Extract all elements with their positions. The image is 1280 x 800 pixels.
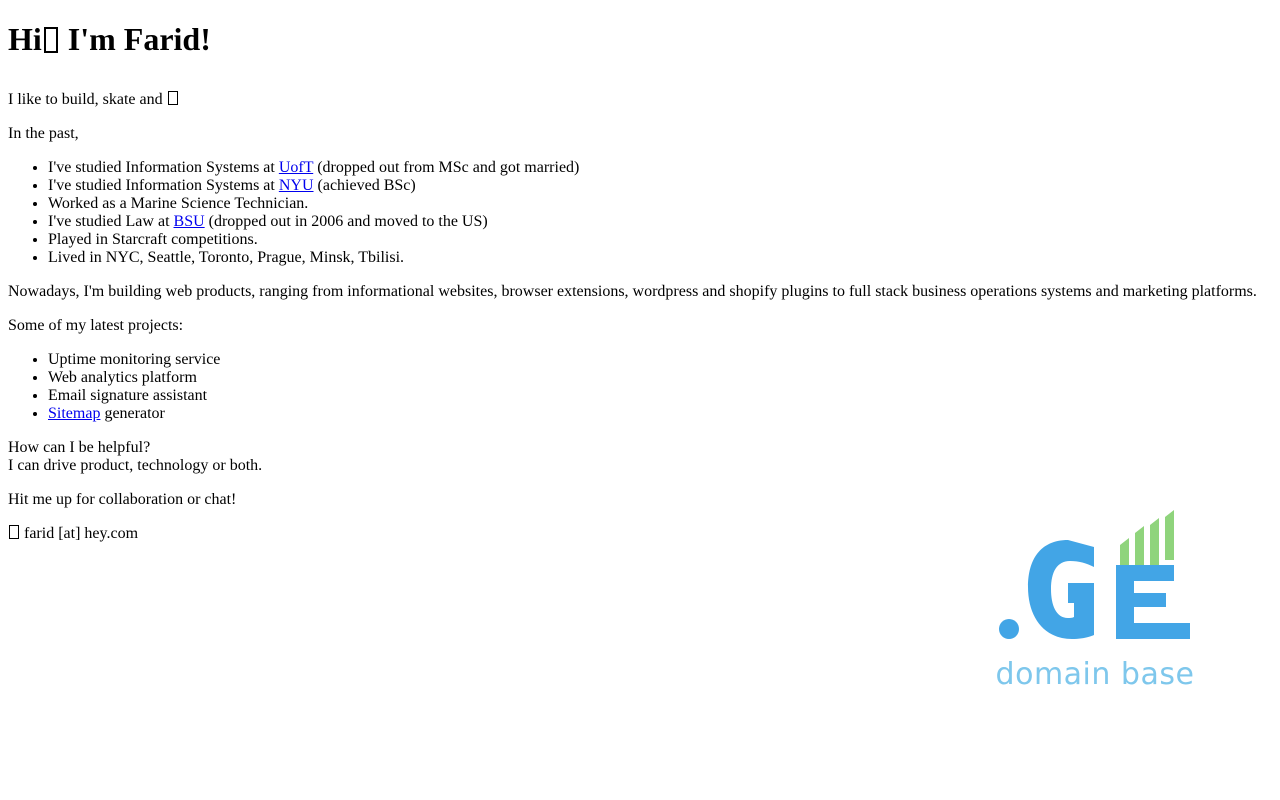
- bsu-link[interactable]: BSU: [173, 213, 205, 230]
- page-content: [8, 0, 1272, 543]
- title-name: I'm Farid!: [59, 21, 211, 57]
- nowadays-text: Nowadays, I'm building web products, ranging from informational websites, browser extensions, wordpress and shopify plugins to full stack business operations systems and marketing platforms.: [8, 283, 1257, 300]
- list-item: • Sitemap generator: [48, 405, 1272, 423]
- title-hi: Hi: [8, 21, 42, 57]
- past-lead: In the past,: [8, 125, 79, 142]
- cta-text: Hit me up for collaboration or chat!: [8, 491, 237, 508]
- domain-base-logo: [990, 505, 1200, 700]
- logo-bar-3: [1150, 518, 1159, 570]
- logo-caption: domain base: [995, 657, 1195, 692]
- projects-list: [8, 351, 1272, 423]
- past-list: [8, 159, 1272, 267]
- list-item: • Lived in NYC, Seattle, Toronto, Prague, Minsk, Tbilisi.: [48, 249, 1272, 267]
- emoji-icon: [168, 91, 178, 105]
- wave-emoji-icon: [44, 27, 58, 53]
- page-title: [8, 21, 1272, 58]
- projects-lead: Some of my latest projects:: [8, 317, 184, 334]
- intro-label: I like to build, skate and: [8, 91, 167, 108]
- helpful-answer: I can drive product, technology or both.: [8, 457, 263, 474]
- contact-email: farid [at] hey.com: [20, 525, 139, 542]
- list-item: • I've studied Information Systems at NYU (achieved BSc): [48, 177, 1272, 195]
- intro-text: [8, 91, 1272, 109]
- logo-letter-e: [1116, 565, 1190, 639]
- logo-letter-g: [1028, 540, 1094, 639]
- email-emoji-icon: [9, 525, 19, 539]
- sitemap-link[interactable]: Sitemap: [48, 405, 101, 422]
- helpful-question: How can I be helpful?: [8, 439, 151, 456]
- ge-logo-icon: [990, 505, 1200, 655]
- list-item: • Email signature assistant: [48, 387, 1272, 405]
- logo-bar-4: [1165, 510, 1174, 560]
- uoft-link[interactable]: UofT: [278, 159, 314, 176]
- list-item: • Worked as a Marine Science Technician.: [48, 195, 1272, 213]
- list-item: • I've studied Law at BSU (dropped out in 2006 and moved to the US): [48, 213, 1272, 231]
- logo-dot: [999, 619, 1019, 639]
- list-item: • Web analytics platform: [48, 369, 1272, 387]
- list-item: • Played in Starcraft competitions.: [48, 231, 1272, 249]
- list-item: • I've studied Information Systems at UofT (dropped out from MSc and got married): [48, 159, 1272, 177]
- nyu-link[interactable]: NYU: [278, 177, 314, 194]
- list-item: • Uptime monitoring service: [48, 351, 1272, 369]
